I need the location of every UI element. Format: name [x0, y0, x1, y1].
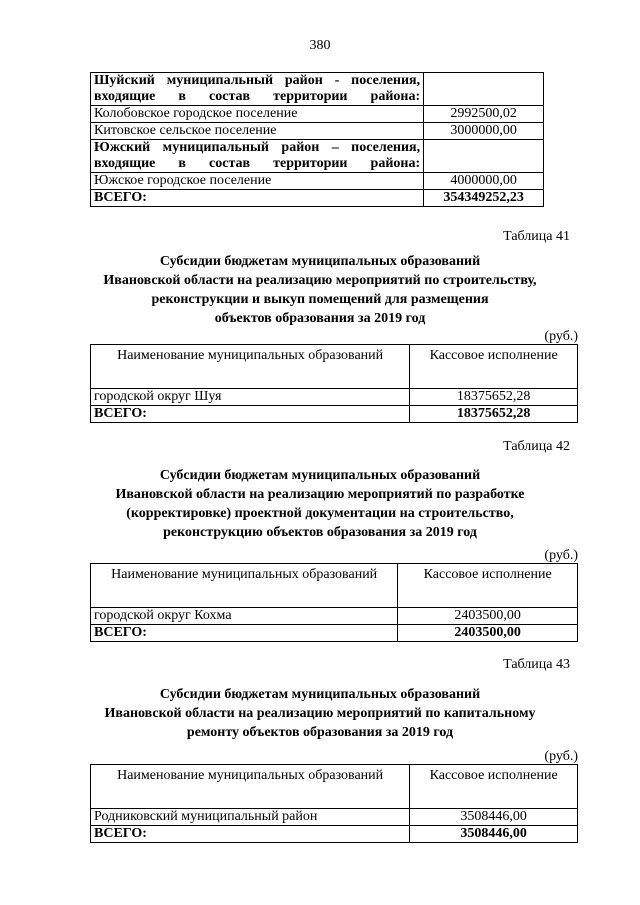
row-name: Китовское сельское поселение: [91, 123, 424, 140]
column-header-name: Наименование муниципальных образований: [91, 765, 410, 809]
total-row: [91, 190, 544, 207]
row-value: 3508446,00: [410, 809, 578, 826]
table-43-unit: (руб.): [544, 749, 578, 764]
column-header-value: Кассовое исполнение: [410, 345, 578, 389]
table-42-title: [0, 466, 640, 542]
title-line: Ивановской области на реализацию мероприятий по строительству,: [103, 273, 537, 288]
total-row: [91, 406, 578, 423]
row-value: 4000000,00: [424, 173, 544, 190]
table-43-title: [0, 685, 640, 742]
column-header-value: Кассовое исполнение: [410, 765, 578, 809]
row-value: 18375652,28: [410, 389, 578, 406]
title-line: Ивановской области на реализацию мероприятий по разработке: [115, 487, 525, 502]
total-label: ВСЕГО:: [91, 190, 424, 207]
title-line: Субсидии бюджетам муниципальных образований: [159, 254, 481, 269]
column-header-name: Наименование муниципальных образований: [91, 345, 410, 389]
total-label: ВСЕГО:: [91, 406, 410, 423]
total-value: 18375652,28: [410, 406, 578, 423]
table-header-row: [91, 345, 578, 389]
table-row: [91, 809, 578, 826]
table-42-label: Таблица 42: [503, 439, 570, 454]
title-line: Субсидии бюджетам муниципальных образований: [159, 468, 481, 483]
total-row: [91, 826, 578, 843]
total-label: ВСЕГО:: [91, 826, 410, 843]
row-value: [424, 73, 544, 106]
row-name: Родниковский муниципальный район: [91, 809, 410, 826]
title-line: Субсидии бюджетам муниципальных образований: [159, 687, 481, 702]
row-name: Южское городское поселение: [91, 173, 424, 190]
row-value: 2403500,00: [398, 608, 578, 625]
total-value: 3508446,00: [410, 826, 578, 843]
row-value: 2992500,02: [424, 106, 544, 123]
table-row: [91, 123, 544, 140]
page-number: 380: [309, 38, 331, 53]
total-value: 354349252,23: [424, 190, 544, 207]
table-43: [90, 764, 578, 843]
title-line: реконструкцию объектов образования за 2019 год: [163, 525, 477, 540]
title-line: Ивановской области на реализацию мероприятий по капитальному: [104, 706, 536, 721]
row-value: 3000000,00: [424, 123, 544, 140]
title-line: реконструкции и выкуп помещений для размещения: [151, 292, 489, 307]
table-42: [90, 563, 578, 642]
column-header-value: Кассовое исполнение: [398, 564, 578, 608]
table-header-row: [91, 564, 578, 608]
table-42-unit: (руб.): [544, 548, 578, 563]
table-43-label: Таблица 43: [503, 657, 570, 672]
table-41: [90, 344, 578, 423]
total-row: [91, 625, 578, 642]
row-name: Колобовское городское поселение: [91, 106, 424, 123]
table-41-unit: (руб.): [544, 329, 578, 344]
table-row: [91, 389, 578, 406]
row-name: городской округ Шуя: [91, 389, 410, 406]
continuation-table: [90, 72, 544, 207]
column-header-name: Наименование муниципальных образований: [91, 564, 398, 608]
table-41-label: Таблица 41: [503, 229, 570, 244]
total-label: ВСЕГО:: [91, 625, 398, 642]
total-value: 2403500,00: [398, 625, 578, 642]
table-row: [91, 173, 544, 190]
row-value: [424, 140, 544, 173]
table-row: [91, 106, 544, 123]
group-name: Южский муниципальный район – поселения, входящие в состав территории района:: [91, 140, 424, 173]
table-41-title: [0, 252, 640, 328]
title-line: объектов образования за 2019 год: [214, 311, 426, 326]
title-line: ремонту объектов образования за 2019 год: [186, 725, 454, 740]
table-row: [91, 608, 578, 625]
title-line: (корректировке) проектной документации на строительство,: [126, 506, 514, 521]
group-row: [91, 140, 544, 173]
group-row: [91, 73, 544, 106]
group-name: Шуйский муниципальный район - поселения, входящие в состав территории района:: [91, 73, 424, 106]
table-header-row: [91, 765, 578, 809]
row-name: городской округ Кохма: [91, 608, 398, 625]
